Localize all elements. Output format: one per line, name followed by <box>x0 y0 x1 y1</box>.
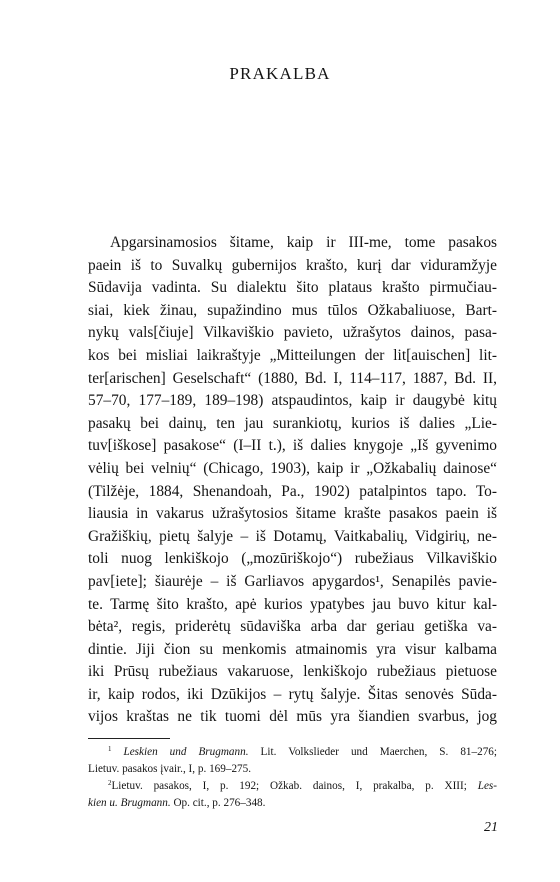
paragraph-line: Sūdavija vadinta. Su dialektu šito plataus krašto pirmučiau- <box>88 279 497 297</box>
footnote-1 <box>88 744 497 761</box>
paragraph-line: (Tilžėje, 1884, Shenandoah, Pa., 1902) patalpintos tapo. To- <box>88 482 497 500</box>
page-title: PRAKALBA <box>229 64 331 83</box>
footnote-divider <box>88 738 170 739</box>
footnote-text: Op. cit., p. 276–348. <box>173 797 266 809</box>
paragraph-line: te. Tarmę šito krašto, apė kurios ypatybes jau buvo kitur kal- <box>88 595 497 613</box>
paragraph-line: tuv[iškose] pasakose“ (I–II t.), iš dalies knygoje „Iš gyvenimo <box>88 437 497 455</box>
paragraph-line: ir, kaip rodos, iki Dzūkijos – rytų šalyje. Šitas senovės Sūda- <box>88 685 497 703</box>
paragraph-line: nykų vals[čiuje] Vilkaviškio pavieto, užrašytos dainos, pasa- <box>88 324 497 342</box>
footnote-2-continuation <box>88 795 497 812</box>
footnote-text: Lietuv. pasakos, I, p. 192; Ožkab. dainos, I, prakalba, p. XIII; <box>111 780 467 792</box>
footnote-1-continuation: Lietuv. pasakos įvair., I, p. 169–275. <box>88 763 252 775</box>
paragraph-line: siai, kiek žinau, supažindino mus tūlos Ožkabaliuose, Bart- <box>88 301 497 319</box>
paragraph-line: kos bei misliai laikraštyje „Mitteilungen der lit[auischen] lit- <box>88 346 497 364</box>
paragraph-line: Gražiškių, pietų šalyje – iš Dotamų, Vaitkabalių, Vidgirių, ne- <box>88 527 497 545</box>
paragraph-line: vėlių bei velnių“ (Chicago, 1903), kaip ir „Ožkabalių dainose“ <box>88 459 497 477</box>
paragraph-line: ter[arischen] Geselschaft“ (1880, Bd. I, 114–117, 1887, Bd. II, <box>88 369 497 387</box>
paragraph-line: pasakų bei dainų, ten jau surankiotų, kurios iš dalies „Lie- <box>88 414 497 432</box>
paragraph-line: 57–70, 177–189, 189–198) atspaudintos, kaip ir daugybė kitų <box>88 392 497 410</box>
paragraph-line: vijos kraštas ne tik tuomi dėl mūs yra šiandien svarbus, jog <box>88 708 497 726</box>
footnote-marker: 1 <box>108 745 112 754</box>
footnote-2 <box>88 778 497 795</box>
footnote-marker: 2 <box>108 779 112 788</box>
paragraph-line: paein iš to Suvalkų gubernijos krašto, kurį dar viduramžyje <box>88 256 497 274</box>
footnote-authors: Leskien und Brugmann. <box>123 746 249 758</box>
paragraph-line: pav[iete]; šiaurėje – iš Garliavos apygardos¹, Senapilės pavie- <box>88 572 497 590</box>
paragraph-line: dintie. Jiji čion su menkomis atmainomis yra visur kalbama <box>88 640 497 658</box>
paragraph-line: Apgarsinamosios šitame, kaip ir III-me, tome pasakos <box>110 234 497 251</box>
footnote-authors: kien u. Brugmann. <box>88 797 171 809</box>
paragraph-line: iki Prūsų rubežiaus vakaruose, lenkiškojo rubežiaus pietuose <box>88 663 497 681</box>
footnote-text: Lit. Volkslieder und Maerchen, S. 81–276; <box>260 746 497 758</box>
footnotes <box>88 744 497 812</box>
paragraph-line: liausia in vakarus užrašytosios šitame krašte pasakos paein iš <box>88 505 497 523</box>
paragraph-line: bėta², regis, priderėtų sūdaviška arba dar geriau getiška va- <box>88 618 497 636</box>
page-number: 21 <box>484 820 498 835</box>
paragraph-line: toli nuog lenkiškojo („mozūriškojo“) rubežiaus Vilkaviškio <box>88 550 497 568</box>
main-paragraph <box>88 232 497 729</box>
footnote-authors: Les- <box>477 780 497 792</box>
